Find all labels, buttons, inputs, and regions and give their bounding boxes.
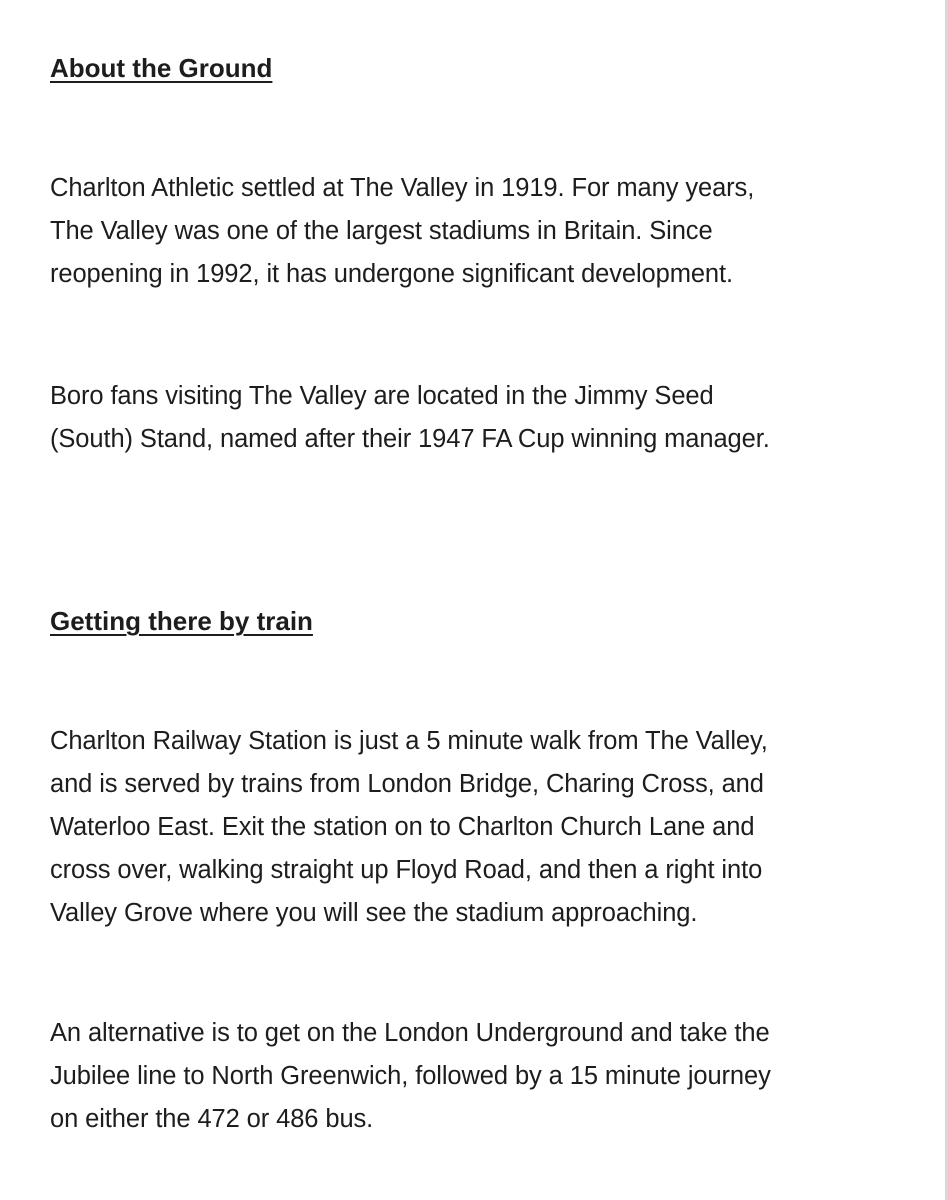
section-heading-getting-there-by-train: Getting there by train — [50, 606, 313, 636]
text-line: Charlton Athletic settled at The Valley in 1919. For many years, — [50, 174, 755, 202]
text-line: An alternative is to get on the London Underground and take the — [50, 1019, 770, 1047]
text-line: on either the 472 or 486 bus. — [50, 1105, 374, 1133]
text-line: Waterloo East. Exit the station on to Charlton Church Lane and — [50, 813, 755, 841]
text-line: Boro fans visiting The Valley are located in the Jimmy Seed — [50, 382, 714, 410]
text-line: Charlton Railway Station is just a 5 minute walk from The Valley, — [50, 727, 768, 755]
section-heading-about-the-ground: About the Ground — [50, 53, 273, 83]
train-paragraph-charlton-station — [50, 720, 910, 935]
text-line: reopening in 1992, it has undergone significant development. — [50, 260, 733, 288]
train-paragraph-underground-alternative — [50, 1012, 910, 1141]
text-line: Valley Grove where you will see the stadium approaching. — [50, 899, 698, 927]
text-line: The Valley was one of the largest stadiums in Britain. Since — [50, 217, 713, 245]
text-line: (South) Stand, named after their 1947 FA Cup winning manager. — [50, 425, 770, 453]
text-line: and is served by trains from London Bridge, Charing Cross, and — [50, 770, 764, 798]
text-line: cross over, walking straight up Floyd Road, and then a right into — [50, 856, 763, 884]
ground-paragraph-history — [50, 167, 910, 296]
ground-paragraph-away-fans — [50, 375, 910, 461]
text-line: Jubilee line to North Greenwich, followed by a 15 minute journey — [50, 1062, 771, 1090]
